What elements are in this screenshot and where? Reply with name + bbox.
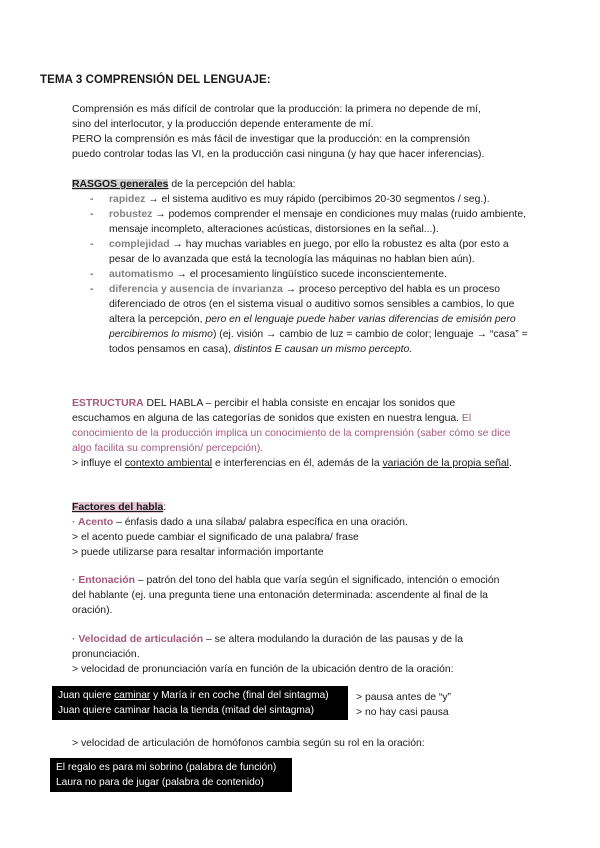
example-line: El regalo es para mi sobrino (palabra de función) [56, 762, 277, 773]
example-text: y María ir en coche (final del sintagma) [150, 690, 329, 701]
intro-line: sino del interlocutor, y la producción depende enteramente de mí. [72, 119, 374, 130]
example-box-position [52, 686, 348, 720]
intro-line: PERO la comprensión es más fácil de investigar que la producción: en la comprensión [72, 134, 470, 145]
side-notes [356, 690, 451, 720]
intro-line: puedo controlar todas las VI, en la producción casi ninguna (y hay que hacer inferencias). [72, 149, 485, 160]
factores-colon: : [163, 502, 167, 513]
influye-text: > influye el [72, 458, 125, 469]
entonacion-keyword: · Entonación [72, 575, 135, 586]
entonacion-section [72, 573, 516, 618]
item-keyword: automatismo [109, 269, 174, 280]
homofonos-text: > velocidad de articulación de homófonos cambia según su rol en la oración: [72, 738, 425, 749]
list-item [86, 207, 534, 237]
factores-heading-line [72, 500, 516, 515]
velocidad-note: > velocidad de pronunciación varía en función de la ubicación dentro de la oración: [72, 664, 454, 675]
velocidad-paragraph [72, 632, 522, 662]
item-text: → hay muchas variables en juego, por ello la robustez es alta (por esto a pesar de lo avanzada que está la tecnología las máquinas no hablan bien aún). [109, 239, 509, 265]
rasgos-heading-line [72, 177, 534, 192]
item-text: → el sistema auditivo es muy rápido (percibimos 20-30 segmentos / seg.). [145, 194, 490, 205]
velocidad-text: – se altera modulando la duración de las pausas y de la pronunciación. [72, 634, 464, 660]
influye-underlined: contexto ambiental [124, 458, 213, 469]
side-note: > pausa antes de “y” [356, 692, 452, 703]
list-item [86, 192, 534, 207]
factores-heading: Factores del habla [72, 502, 164, 513]
entonacion-paragraph [72, 573, 516, 618]
item-text: ) (ej. visión → cambio de luz = cambio de color; lenguaje → “casa” = todos pensamos en casa), [109, 329, 528, 355]
estructura-influye [72, 456, 516, 471]
list-item [86, 282, 534, 357]
acento-note: > el acento puede cambiar el significado de una palabra/ frase [72, 532, 359, 543]
influye-text: . [508, 458, 512, 469]
example-text: Juan quiere [58, 690, 115, 701]
item-text: → proceso perceptivo del habla es un proceso diferenciado de otros (en el sistema visual o auditivo somos sensibles a cambios, lo que altera la percepción, [109, 284, 515, 325]
example-line [58, 688, 342, 703]
estructura-pink-text: El conocimiento de la producción implica un conocimiento de la comprensión (saber cómo se dice algo facilita su comprensión/ percepción). [72, 413, 511, 454]
item-keyword: robustez [109, 209, 153, 220]
estructura-keyword: ESTRUCTURA [72, 398, 144, 409]
estructura-section [72, 396, 516, 471]
item-italic: pero en el lenguaje puede haber varias diferencias de emisión pero percibiremos lo mismo [109, 314, 516, 340]
intro-line: Comprensión es más difícil de controlar que la producción: la primera no depende de mí, [72, 104, 481, 115]
acento-keyword: · Acento [72, 517, 114, 528]
item-text: → podemos comprender el mensaje en condiciones muy malas (ruido ambiente, mensaje incompleto, alteraciones acústicas, distorsiones en la señal...). [109, 209, 526, 235]
intro-paragraph [72, 102, 532, 162]
acento-line [72, 515, 516, 530]
page-title: TEMA 3 COMPRENSIÓN DEL LENGUAJE: [40, 74, 271, 86]
rasgos-list [86, 192, 534, 357]
item-keyword: rapidez [109, 194, 146, 205]
side-note: > no hay casi pausa [356, 707, 449, 718]
item-keyword: complejidad [109, 239, 170, 250]
factores-section [72, 500, 516, 560]
homofonos-line [72, 736, 532, 751]
list-item [86, 237, 534, 267]
acento-text: – énfasis dado a una sílaba/ palabra específica en una oración. [113, 517, 408, 528]
example-box-role [50, 758, 292, 792]
rasgos-heading-rest: de la percepción del habla: [168, 179, 296, 190]
entonacion-text: – patrón del tono del habla que varía según el significado, intención o emoción del hablante (ej. una pregunta tiene una entonación determinada: ascendente al final de la oración). [72, 575, 500, 616]
estructura-paragraph [72, 396, 516, 456]
velocidad-section [72, 632, 522, 677]
velocidad-keyword: · Velocidad de articulación [72, 634, 204, 645]
influye-text: e interferencias en él, además de la [212, 458, 383, 469]
example-line: Juan quiere caminar hacia la tienda (mitad del sintagma) [58, 705, 314, 716]
list-item [86, 267, 534, 282]
influye-underlined: variación de la propia señal [382, 458, 509, 469]
estructura-text: DEL HABLA – percibir el habla consiste en encajar los sonidos que escuchamos en alguna de las categorías de sonidos que existen en nuestra lengua. [72, 398, 462, 424]
rasgos-section [72, 177, 534, 357]
example-underlined: caminar [114, 690, 151, 701]
acento-note: > puede utilizarse para resaltar información importante [72, 547, 324, 558]
item-keyword: diferencia y ausencia de invarianza [109, 284, 283, 295]
item-italic: distintos E causan un mismo percepto. [233, 344, 413, 355]
rasgos-heading: RASGOS generales [72, 179, 169, 190]
example-line: Laura no para de jugar (palabra de contenido) [56, 777, 264, 788]
item-text: → el procesamiento lingüístico sucede inconscientemente. [173, 269, 447, 280]
